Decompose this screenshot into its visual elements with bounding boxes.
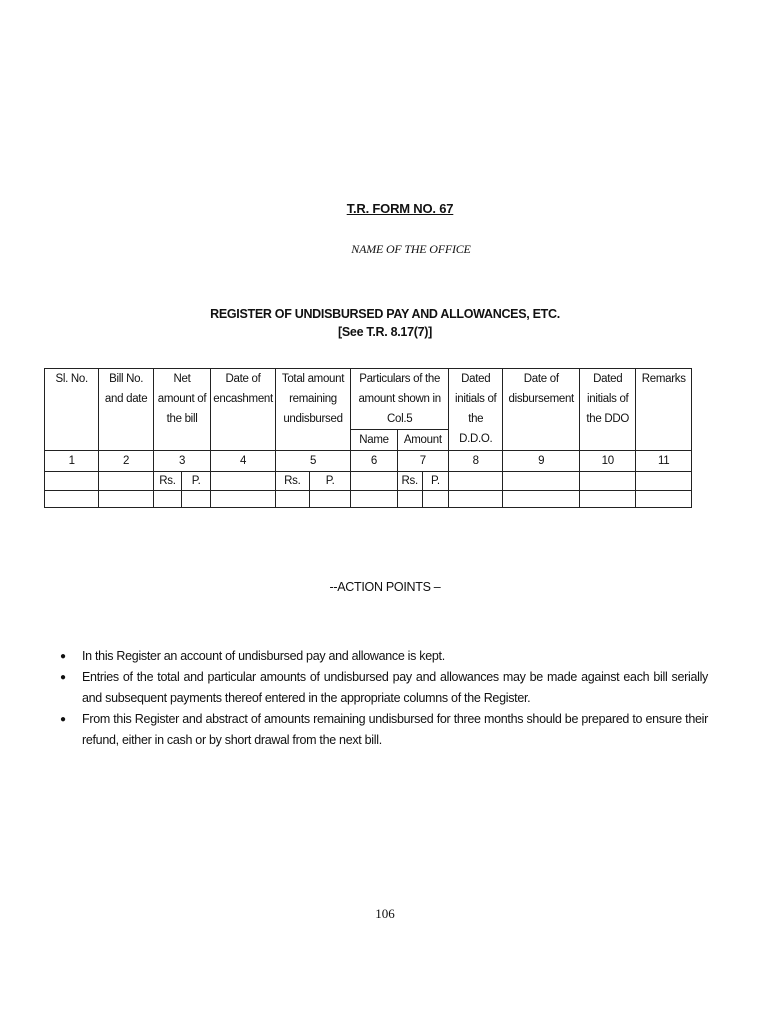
column-number: 4: [211, 451, 275, 472]
header-dated-initials-ddo: Dated initials of the D.D.O.: [449, 369, 503, 451]
p-label: P.: [309, 472, 350, 491]
table-cell: [397, 491, 422, 508]
table-cell: [211, 491, 275, 508]
list-item: [58, 667, 708, 709]
table-cell: [211, 472, 275, 491]
rupees-paise-row: [45, 472, 692, 491]
column-number: 11: [636, 451, 692, 472]
rs-label: Rs.: [153, 472, 181, 491]
list-item: [58, 709, 708, 751]
table-cell: [449, 472, 503, 491]
table-cell: [99, 491, 153, 508]
list-item: [58, 646, 708, 667]
column-number: 7: [397, 451, 448, 472]
column-number: 3: [153, 451, 210, 472]
form-number-heading: T.R. FORM NO. 67: [346, 201, 454, 216]
header-name: Name: [351, 430, 397, 451]
action-point-text: In this Register an account of undisbursed pay and allowance is kept.: [82, 649, 445, 663]
column-number: 8: [449, 451, 503, 472]
register-title: REGISTER OF UNDISBURSED PAY AND ALLOWANCES, ETC.: [210, 307, 560, 321]
table-cell: [275, 491, 309, 508]
column-number-row: [45, 451, 692, 472]
table-cell: [351, 472, 397, 491]
header-net-amount: Net amount of the bill: [153, 369, 210, 451]
bullet-icon: ●: [60, 714, 66, 725]
table-cell: [580, 491, 636, 508]
rs-label: Rs.: [397, 472, 422, 491]
register-table: [44, 368, 692, 508]
rs-label: Rs.: [275, 472, 309, 491]
column-number: 10: [580, 451, 636, 472]
table-cell: [503, 491, 580, 508]
p-label: P.: [182, 472, 211, 491]
table-cell: [153, 491, 181, 508]
table-cell: [636, 491, 692, 508]
table-cell: [99, 472, 153, 491]
column-number: 1: [45, 451, 99, 472]
table-cell: [309, 491, 350, 508]
office-name: NAME OF THE OFFICE: [351, 242, 471, 256]
action-point-text: From this Register and abstract of amounts remaining undisbursed for three months should be prepared to ensure their refund, either in cash or by short drawal from the next bill.: [82, 712, 708, 747]
table-cell: [449, 491, 503, 508]
header-particulars: Particulars of the amount shown in Col.5: [351, 369, 449, 430]
action-points-heading: --ACTION POINTS –: [329, 580, 441, 594]
bullet-icon: ●: [60, 651, 66, 662]
table-cell: [580, 472, 636, 491]
action-point-text: Entries of the total and particular amounts of undisbursed pay and allowances may be made against each bill serially and subsequent payments thereof entered in the appropriate columns of the Register.: [82, 670, 708, 705]
table-row: [45, 491, 692, 508]
table-cell: [182, 491, 211, 508]
header-total-undisbursed: Total amount remaining undisbursed: [275, 369, 351, 451]
header-date-encashment: Date of encashment: [211, 369, 275, 451]
page-number: 106: [375, 906, 395, 921]
table-header-row: [45, 369, 692, 430]
action-points-list: [58, 646, 708, 751]
table-cell: [45, 491, 99, 508]
table-cell: [45, 472, 99, 491]
bullet-icon: ●: [60, 672, 66, 683]
table-cell: [503, 472, 580, 491]
column-number: 5: [275, 451, 351, 472]
register-reference: [See T.R. 8.17(7)]: [338, 325, 432, 339]
table-cell: [351, 491, 397, 508]
column-number: 6: [351, 451, 397, 472]
header-sl-no: Sl. No.: [45, 369, 99, 451]
header-date-disbursement: Date of disbursement: [503, 369, 580, 451]
header-bill-no: Bill No. and date: [99, 369, 153, 451]
table-cell: [636, 472, 692, 491]
header-remarks: Remarks: [636, 369, 692, 451]
table-cell: [422, 491, 448, 508]
p-label: P.: [422, 472, 448, 491]
column-number: 2: [99, 451, 153, 472]
header-amount: Amount: [397, 430, 448, 451]
column-number: 9: [503, 451, 580, 472]
register-title-block: [0, 305, 770, 341]
header-dated-initials-the-ddo: Dated initials of the DDO: [580, 369, 636, 451]
